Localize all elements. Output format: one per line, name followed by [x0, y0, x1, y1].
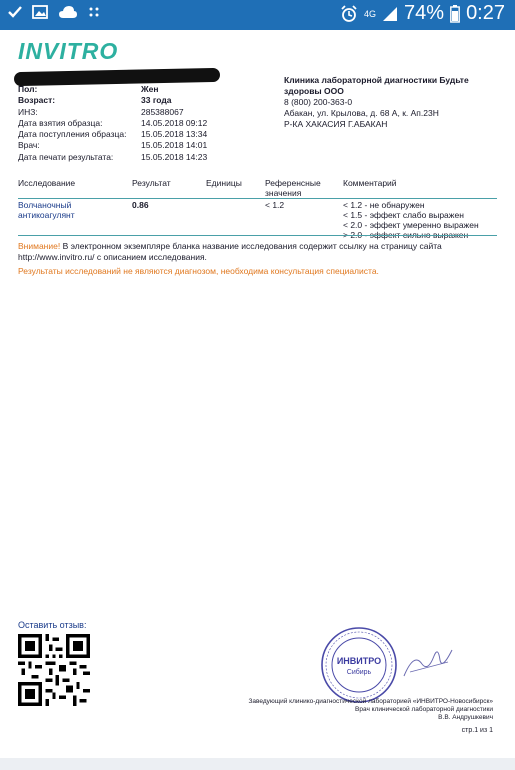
notice-suffix: с описанием исследования. — [94, 252, 207, 262]
header-test: Исследование — [18, 178, 76, 188]
comment-line: < 1.2 - не обнаружен — [343, 200, 425, 210]
sample-date-value: 14.05.2018 09:12 — [141, 117, 208, 128]
header-reference: Референсные значения — [265, 178, 321, 198]
print-date-label: Дата печати результата: — [18, 151, 114, 162]
test-name-link[interactable]: Волчаночный антикоагулянт — [18, 200, 75, 220]
clock: 0:27 — [466, 2, 505, 24]
table-divider — [18, 235, 497, 236]
invitro-logo: INVITRO — [18, 38, 119, 64]
cloud-icon — [58, 5, 78, 19]
signer-position: Заведующий клинико-диагностической лабораторией «ИНВИТРО-Новосибирск» — [248, 698, 493, 705]
sample-date-label: Дата взятия образца: — [18, 117, 103, 128]
print-date-value: 15.05.2018 14:23 — [141, 151, 208, 162]
battery-icon — [450, 5, 460, 23]
notification-icons — [8, 5, 100, 19]
results-table-header — [18, 178, 497, 199]
svg-text:ИНВИТРО: ИНВИТРО — [336, 656, 382, 666]
doctor-value: 15.05.2018 14:01 — [141, 140, 208, 151]
svg-text:Сибирь: Сибирь — [346, 669, 372, 676]
signal-icon — [382, 6, 398, 22]
inz-value: 285388067 — [141, 106, 184, 117]
age-label: Возраст: — [18, 95, 56, 106]
doctor-label: Врач: — [18, 140, 40, 151]
sex-label: Пол: — [18, 84, 38, 94]
notice-prefix: Внимание! — [18, 241, 61, 251]
header-units: Единицы — [206, 178, 242, 188]
feedback-qr-code[interactable] — [18, 634, 90, 706]
header-comment: Комментарий — [343, 178, 397, 188]
comment-line: < 2.0 - эффект умеренно выражен — [343, 220, 479, 230]
invitro-site-link[interactable]: http://www.invitro.ru/ — [18, 252, 95, 262]
system-status — [340, 2, 505, 25]
clinic-address: Абакан, ул. Крылова, д. 68 А, к. Ап.23Н — [284, 108, 439, 118]
clinic-info — [284, 75, 499, 130]
battery-percent: 74% — [404, 2, 445, 24]
clinic-phone: 8 (800) 200-363-0 — [284, 97, 353, 107]
check-icon — [8, 5, 22, 19]
signer-title: Врач клинической лабораторной диагностики — [355, 706, 493, 713]
alarm-icon — [340, 5, 358, 23]
sex-value: Жен — [141, 84, 159, 94]
receive-date-label: Дата поступления образца: — [18, 129, 127, 140]
result-value: 0.86 — [132, 200, 149, 210]
patient-info — [18, 84, 207, 163]
status-bar — [0, 0, 515, 30]
bottom-bar — [0, 758, 515, 770]
clinic-region: Р-КА ХАКАСИЯ Г.АБАКАН — [284, 119, 388, 129]
comment-line: < 1.5 - эффект слабо выражен — [343, 210, 464, 220]
comment-list — [343, 200, 479, 240]
signer-block — [193, 698, 493, 722]
network-type: 4G — [364, 8, 377, 19]
lab-stamp-icon — [320, 626, 398, 704]
lab-result-document — [0, 30, 515, 758]
page-number: стр.1 из 1 — [461, 727, 493, 734]
notice-text: В электронном экземпляре бланка название исследования содержит ссылку на страницу сайта — [60, 241, 442, 251]
inz-label: ИНЗ: — [18, 106, 38, 117]
signer-name: В.В. Андрушкевич — [438, 714, 493, 721]
clinic-name: Клиника лабораторной диагностики Будьте здоровы ООО — [284, 75, 469, 96]
age-value: 33 года — [141, 95, 172, 106]
notice — [18, 241, 488, 263]
comment-line: > 2.0 - эффект сильно выражен — [343, 230, 469, 240]
disclaimer: Результаты исследований не являются диагнозом, необходима консультация специалиста. — [18, 266, 379, 276]
receive-date-value: 15.05.2018 13:34 — [141, 129, 208, 140]
more-icon — [88, 5, 100, 19]
image-icon — [32, 5, 48, 19]
signature-icon — [400, 642, 460, 682]
header-result: Результат — [132, 178, 171, 188]
reference-value: < 1.2 — [265, 200, 285, 210]
feedback-label: Оставить отзыв: — [18, 620, 87, 630]
